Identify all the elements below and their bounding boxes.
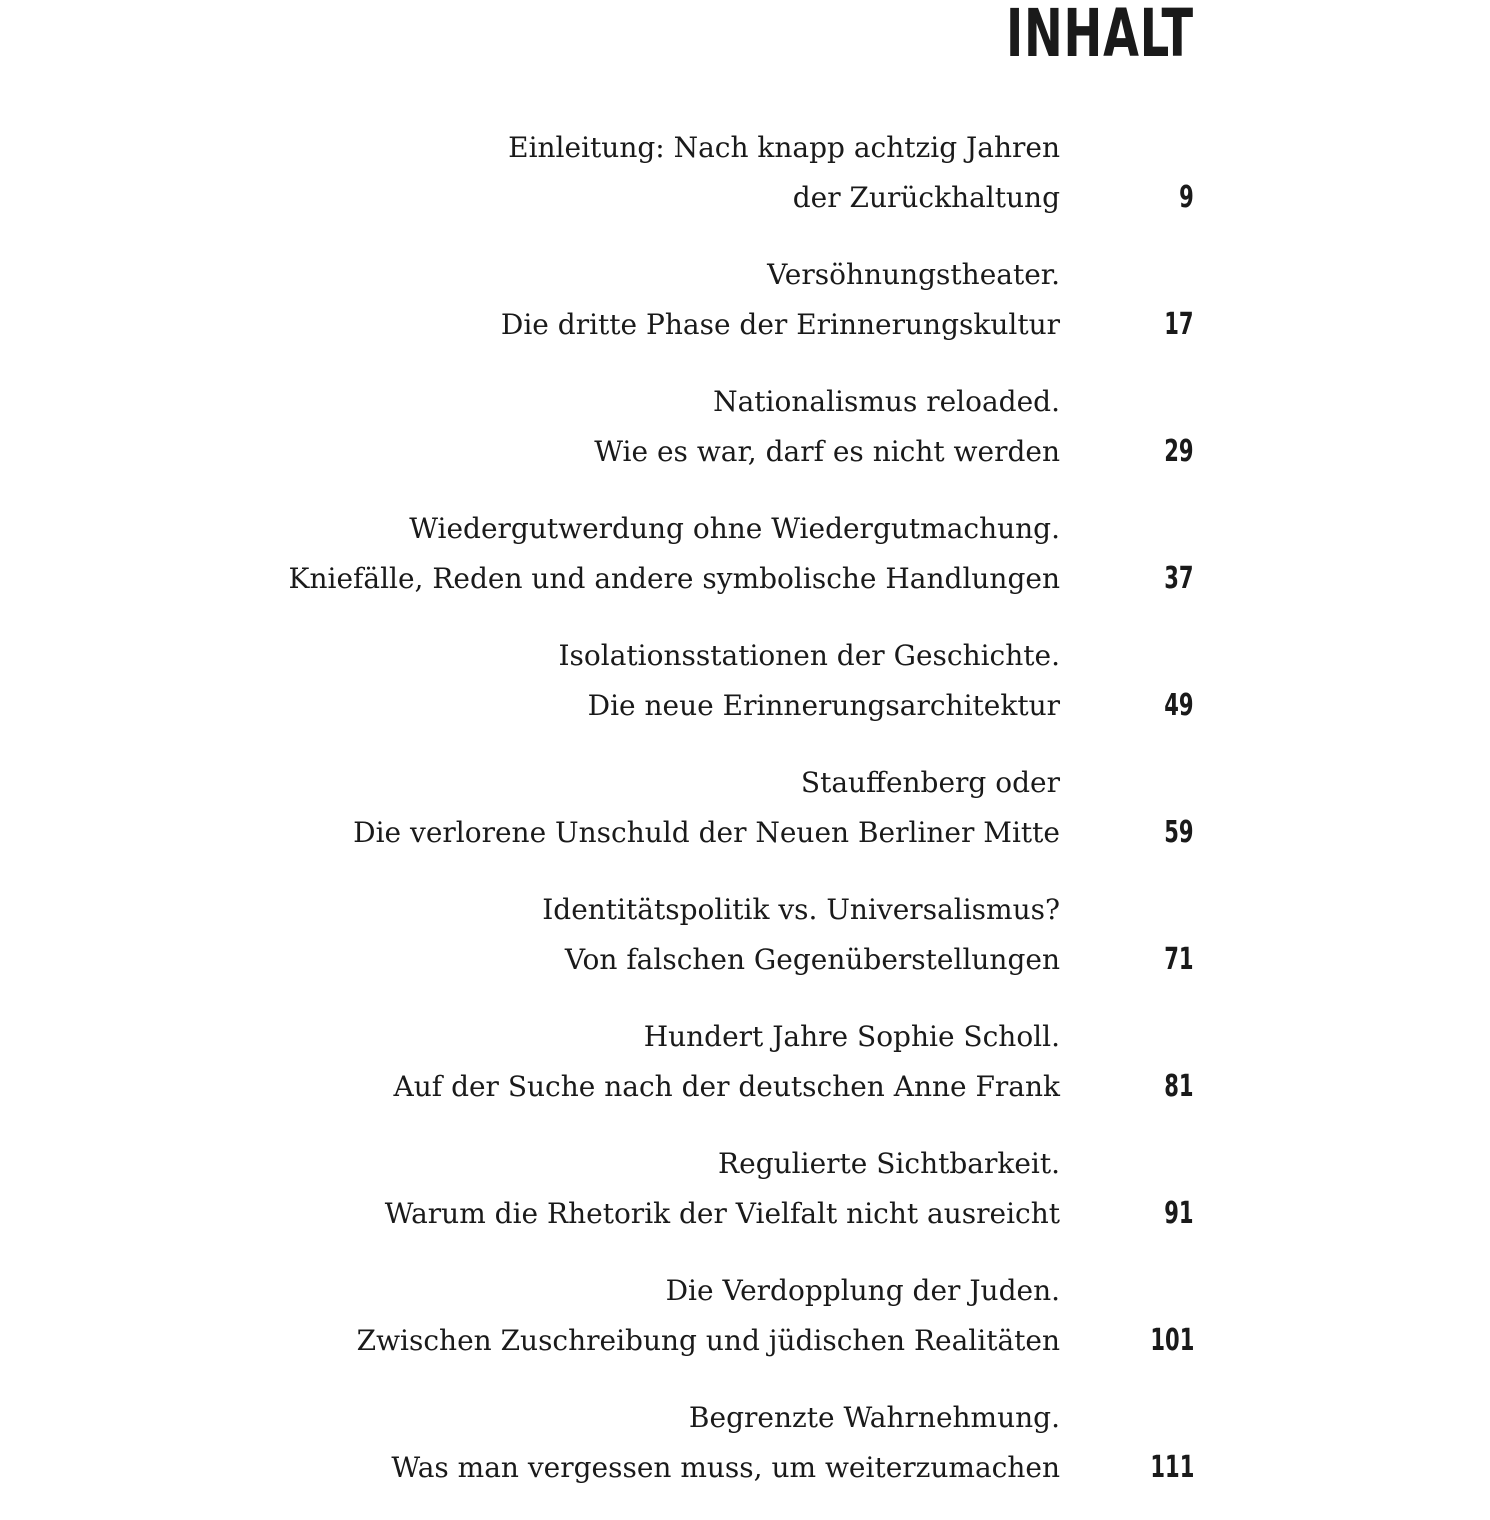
toc-entry[interactable] — [0, 1012, 1490, 1139]
toc-entry-title-line-2: der Zurückhaltung — [792, 181, 1060, 214]
toc-entry-title-line-2: Was man vergessen muss, um weiterzumachen — [391, 1451, 1060, 1484]
toc-page-number: 29 — [1164, 434, 1194, 469]
toc-entry[interactable] — [0, 1393, 1490, 1520]
toc-page-number: 49 — [1164, 688, 1194, 723]
toc-entry-title-line-2: Die dritte Phase der Erinnerungskultur — [500, 308, 1060, 341]
toc-entry-title-line-2: Warum die Rhetorik der Vielfalt nicht ausreicht — [384, 1197, 1060, 1230]
toc-entry[interactable] — [0, 885, 1490, 1012]
toc-entry-title-line-1: Stauffenberg oder — [800, 766, 1060, 799]
toc-entry-title-line-2: Die verlorene Unschuld der Neuen Berliner Mitte — [353, 816, 1060, 849]
toc-entry-title-line-2: Wie es war, darf es nicht werden — [594, 435, 1060, 468]
toc-entry[interactable] — [0, 377, 1490, 504]
toc-page-number: 91 — [1164, 1196, 1194, 1231]
toc-entry-title-line-1: Isolationsstationen der Geschichte. — [558, 639, 1060, 672]
toc-entry[interactable] — [0, 1266, 1490, 1393]
toc-page-number: 71 — [1164, 942, 1194, 977]
toc-page-number: 101 — [1150, 1323, 1194, 1358]
page-title: INHALT — [1006, 0, 1194, 72]
toc-entry-title-line-1: Wiedergutwerdung ohne Wiedergutmachung. — [409, 512, 1060, 545]
toc-entry-title-line-1: Einleitung: Nach knapp achtzig Jahren — [508, 131, 1060, 164]
toc-entry[interactable] — [0, 758, 1490, 885]
toc-entry-title-line-1: Die Verdopplung der Juden. — [665, 1274, 1060, 1307]
toc-page-number: 17 — [1164, 307, 1194, 342]
toc-entry-title-line-2: Auf der Suche nach der deutschen Anne Frank — [393, 1070, 1060, 1103]
toc-entry[interactable] — [0, 631, 1490, 758]
toc-page-number: 9 — [1179, 180, 1194, 215]
toc-page-number: 59 — [1164, 815, 1194, 850]
toc-entry[interactable] — [0, 504, 1490, 631]
toc-entry[interactable] — [0, 123, 1490, 250]
toc-entry-title-line-2: Von falschen Gegenüberstellungen — [564, 943, 1060, 976]
toc-entry-title-line-2: Kniefälle, Reden und andere symbolische Handlungen — [288, 562, 1060, 595]
toc-entry-title-line-1: Identitätspolitik vs. Universalismus? — [542, 893, 1060, 926]
toc-entry-title-line-1: Regulierte Sichtbarkeit. — [718, 1147, 1060, 1180]
toc-page-number: 37 — [1164, 561, 1194, 596]
toc-entry-title-line-2: Die neue Erinnerungsarchitektur — [587, 689, 1060, 722]
toc-entry[interactable] — [0, 1139, 1490, 1266]
toc-entry-title-line-2: Zwischen Zuschreibung und jüdischen Realitäten — [356, 1324, 1060, 1357]
toc-page-number: 111 — [1150, 1450, 1194, 1485]
toc-entry-title-line-1: Hundert Jahre Sophie Scholl. — [643, 1020, 1060, 1053]
toc-entry[interactable] — [0, 250, 1490, 377]
table-of-contents — [0, 123, 1490, 1520]
toc-entry-title-line-1: Begrenzte Wahrnehmung. — [688, 1401, 1060, 1434]
toc-entry-title-line-1: Nationalismus reloaded. — [713, 385, 1060, 418]
toc-page-number: 81 — [1164, 1069, 1194, 1104]
toc-entry-title-line-1: Versöhnungstheater. — [767, 258, 1060, 291]
